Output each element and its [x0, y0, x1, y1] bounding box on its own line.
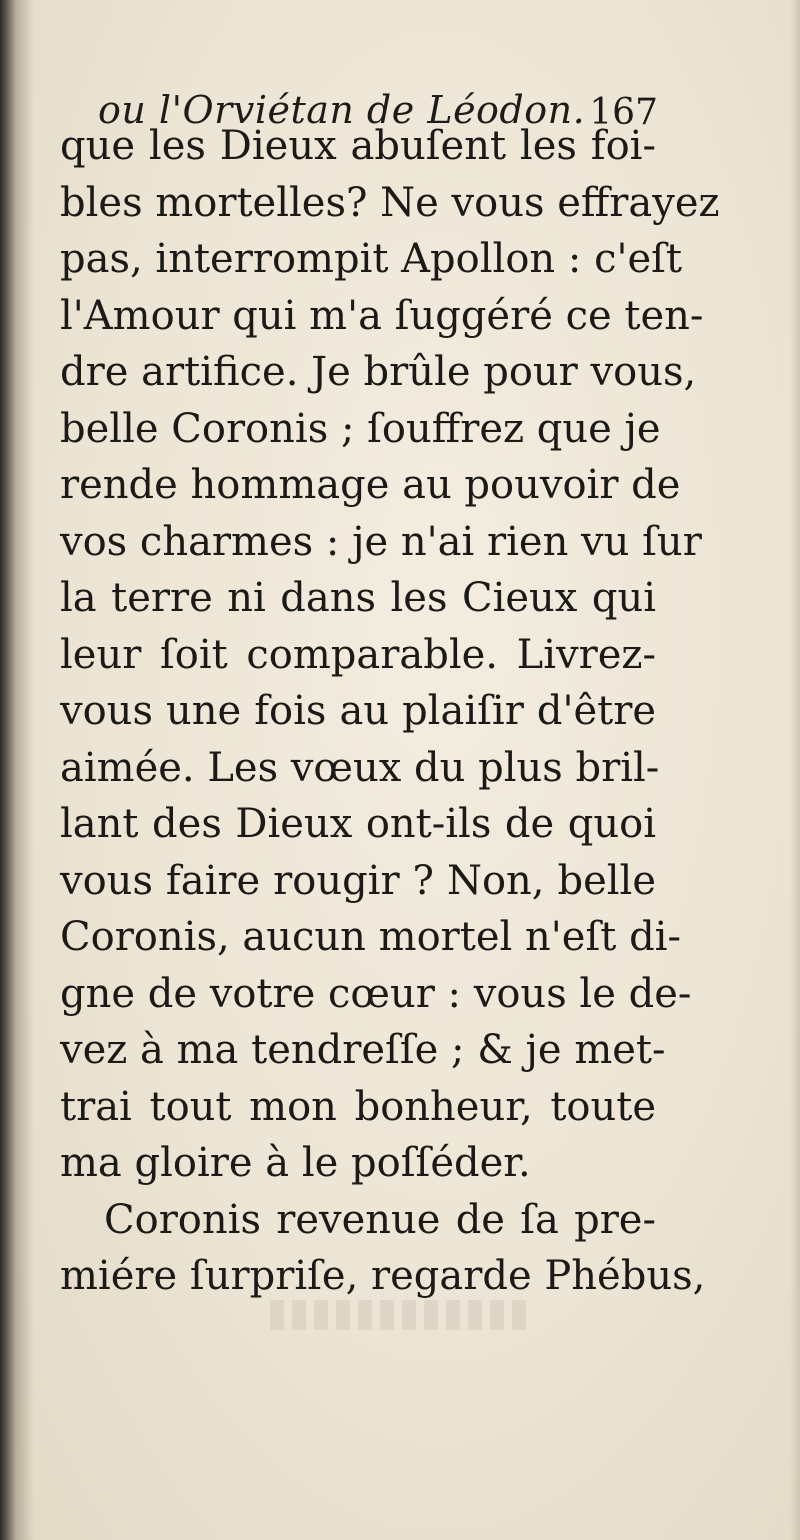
spine-shadow — [0, 0, 34, 1540]
text-line: pas, interrompit Apollon : c'eſt — [60, 236, 683, 282]
text-line: l'Amour qui m'a ſuggéré ce ten- — [60, 292, 704, 339]
text-line: vos charmes : je n'ai rien vu ſur — [60, 518, 702, 565]
text-line: Coronis, aucun mortel n'eſt di- — [60, 914, 681, 960]
paragraph-end-line: ma gloire à le poſſéder. — [60, 1140, 531, 1186]
show-through-ink — [270, 1300, 530, 1330]
text-line: miére ſurpriſe, regarde Phébus, — [60, 1253, 706, 1299]
text-line: gne de votre cœur : vous le de- — [60, 970, 692, 1017]
page-edge — [790, 0, 800, 1540]
page-number: 167 — [589, 92, 658, 133]
text-line: rende hommage au pouvoir de — [60, 462, 681, 508]
text-line: vous une fois au plaiſir d'être — [60, 688, 656, 734]
paragraph-start-line: Coronis revenue de ſa pre- — [104, 1196, 656, 1243]
text-line: vez à ma tendreſſe ; & je met- — [60, 1027, 666, 1073]
running-title: ou l'Orviétan de Léodon. — [98, 88, 586, 132]
text-line: leur ſoit comparable. Livrez- — [60, 631, 656, 678]
text-line: dre artifice. Je brûle pour vous, — [60, 349, 697, 395]
text-line: la terre ni dans les Cieux qui — [60, 575, 656, 621]
text-line: trai tout mon bonheur, toute — [60, 1083, 656, 1130]
text-line: que les Dieux abuſent les foi- — [60, 123, 656, 169]
body-text — [60, 118, 720, 1305]
text-line: bles mortelles? Ne vous effrayez — [60, 179, 720, 226]
text-line: belle Coronis ; ſouffrez que je — [60, 405, 661, 452]
text-line: aimée. Les vœux du plus bril- — [60, 744, 660, 791]
text-line: vous faire rougir ? Non, belle — [60, 857, 656, 904]
text-line: lant des Dieux ont-ils de quoi — [60, 801, 656, 847]
